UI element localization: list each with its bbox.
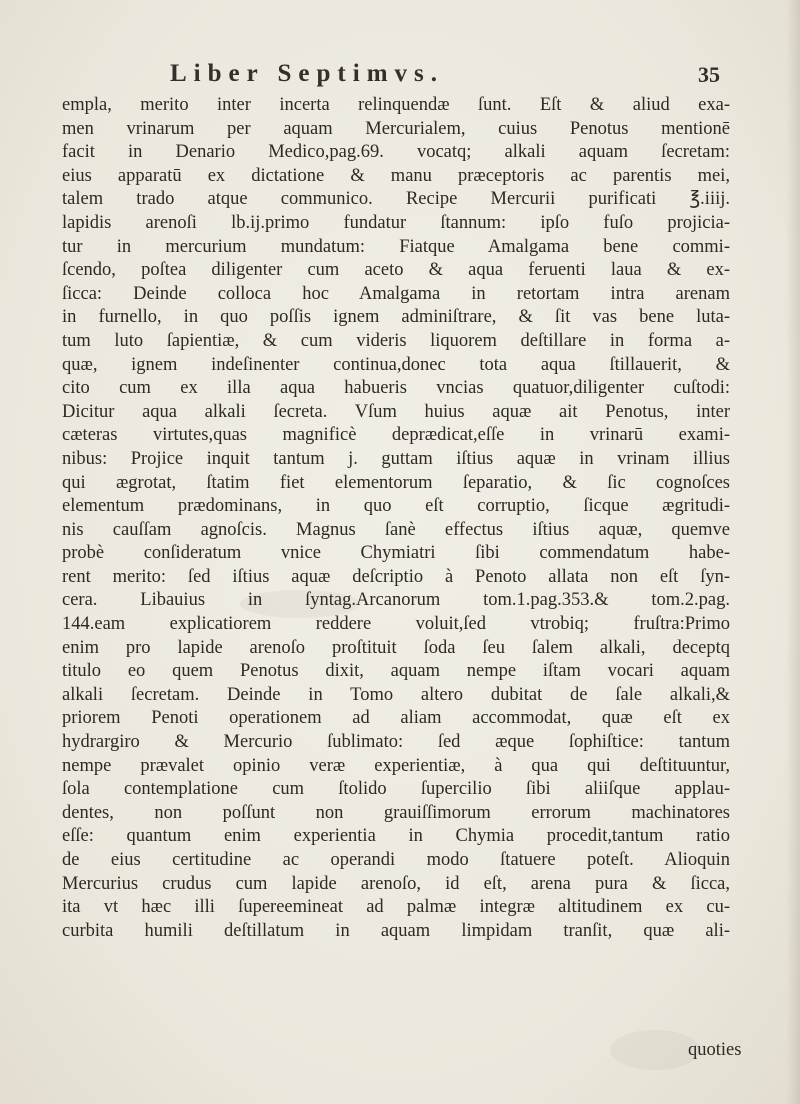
running-head: Liber Septimvs.: [170, 60, 444, 87]
text-line: dentes, non poſſunt non grauiſſimorum errorum machinatores: [62, 802, 730, 823]
body-text: [62, 94, 730, 943]
text-line: ita vt hæc illi ſupereemineat ad palmæ integræ altitudinem ex cu-: [62, 897, 730, 918]
text-line: empla, merito inter incerta relinquendæ ſunt. Eſt & aliud exa-: [62, 95, 730, 115]
text-line: de eius certitudine ac operandi modo ſtatuere poteſt. Alioquin: [62, 850, 730, 870]
text-line: probè conſideratum vnice Chymiatri ſibi commendatum habe-: [62, 543, 730, 564]
text-line: hydrargiro & Mercurio ſublimato: ſed æque ſophiſtice: tantum: [62, 732, 730, 753]
text-line: nis cauſſam agnoſcis. Magnus ſanè effectus iſtius aquæ, quemve: [62, 519, 730, 540]
text-line: talem trado atque communico. Recipe Mercurii purificati ℥.iiij.: [62, 189, 730, 210]
text-line: facit in Denario Medico,pag.69. vocatq; alkali aquam ſecretam:: [62, 142, 730, 163]
catchword: quoties: [688, 1040, 742, 1060]
text-line: Dicitur aqua alkali ſecreta. Vſum huius aquæ ait Penotus, inter: [62, 401, 730, 422]
text-line: curbita humili deſtillatum in aquam limpidam tranſit, quæ ali-: [62, 920, 730, 941]
text-line: eſſe: quantum enim experientia in Chymia procedit,tantum ratio: [62, 826, 730, 847]
text-line: cito cum ex illa aqua habueris vncias quatuor,diligenter cuſtodi:: [62, 378, 730, 399]
paper-stain: [610, 1030, 700, 1070]
text-line: priorem Penoti operationem ad aliam accommodat, quæ eſt ex: [62, 708, 730, 729]
text-line: titulo eo quem Penotus dixit, aquam nempe iſtam vocari aquam: [62, 661, 730, 682]
text-line: men vrinarum per aquam Mercurialem, cuius Penotus mentionē: [62, 118, 730, 139]
text-line: cera. Libauius in ſyntag.Arcanorum tom.1.pag.353.& tom.2.pag.: [62, 590, 730, 611]
text-line: ſola contemplatione cum ſtolido ſupercilio ſibi aliiſque applau-: [62, 779, 730, 800]
text-line: enim pro lapide arenoſo proſtituit ſoda ſeu ſalem alkali, deceptq: [62, 637, 730, 658]
text-line: elementum prædominans, in quo eſt corruptio, ſicque ægritudi-: [62, 496, 730, 517]
page-number: 35: [698, 62, 720, 87]
text-line: rent merito: ſed iſtius aquæ deſcriptio à Penoto allata non eſt ſyn-: [62, 566, 730, 587]
text-line: quæ, ignem indeſinenter continua,donec tota aqua ſtillauerit, &: [62, 354, 730, 375]
text-line: Mercurius crudus cum lapide arenoſo, id eſt, arena pura & ſicca,: [62, 873, 730, 894]
text-line: lapidis arenoſi lb.ij.primo fundatur ſtannum: ipſo fuſo projicia-: [62, 212, 730, 233]
text-line: alkali ſecretam. Deinde in Tomo altero dubitat de ſale alkali,&: [62, 684, 730, 705]
page-edge-shadow: [786, 0, 800, 1104]
text-line: 144.eam explicatiorem reddere voluit,ſed vtrobiq; fruſtra:Primo: [62, 614, 730, 635]
text-line: tur in mercurium mundatum: Fiatque Amalgama bene commi-: [62, 236, 730, 257]
text-line: cæteras virtutes,quas magnificè deprædicat,eſſe in vrinarū exami-: [62, 425, 730, 446]
text-line: eius apparatū ex dictatione & manu præceptoris ac parentis mei,: [62, 165, 730, 186]
text-line: nempe prævalet opinio veræ experientiæ, à qua qui deſtituuntur,: [62, 755, 730, 776]
text-line: tum luto ſapientiæ, & cum videris liquorem deſtillare in forma a-: [62, 330, 730, 351]
text-line: ſcendo, poſtea diligenter cum aceto & aqua feruenti laua & ex-: [62, 260, 730, 281]
text-line: ſicca: Deinde colloca hoc Amalgama in retortam intra arenam: [62, 283, 730, 304]
text-line: nibus: Projice inquit tantum j. guttam iſtius aquæ in vrinam illius: [62, 448, 730, 469]
text-line: in furnello, in quo poſſis ignem adminiſtrare, & ſit vas bene luta-: [62, 307, 730, 328]
text-line: qui ægrotat, ſtatim fiet elementorum ſeparatio, & ſic cognoſces: [62, 472, 730, 493]
